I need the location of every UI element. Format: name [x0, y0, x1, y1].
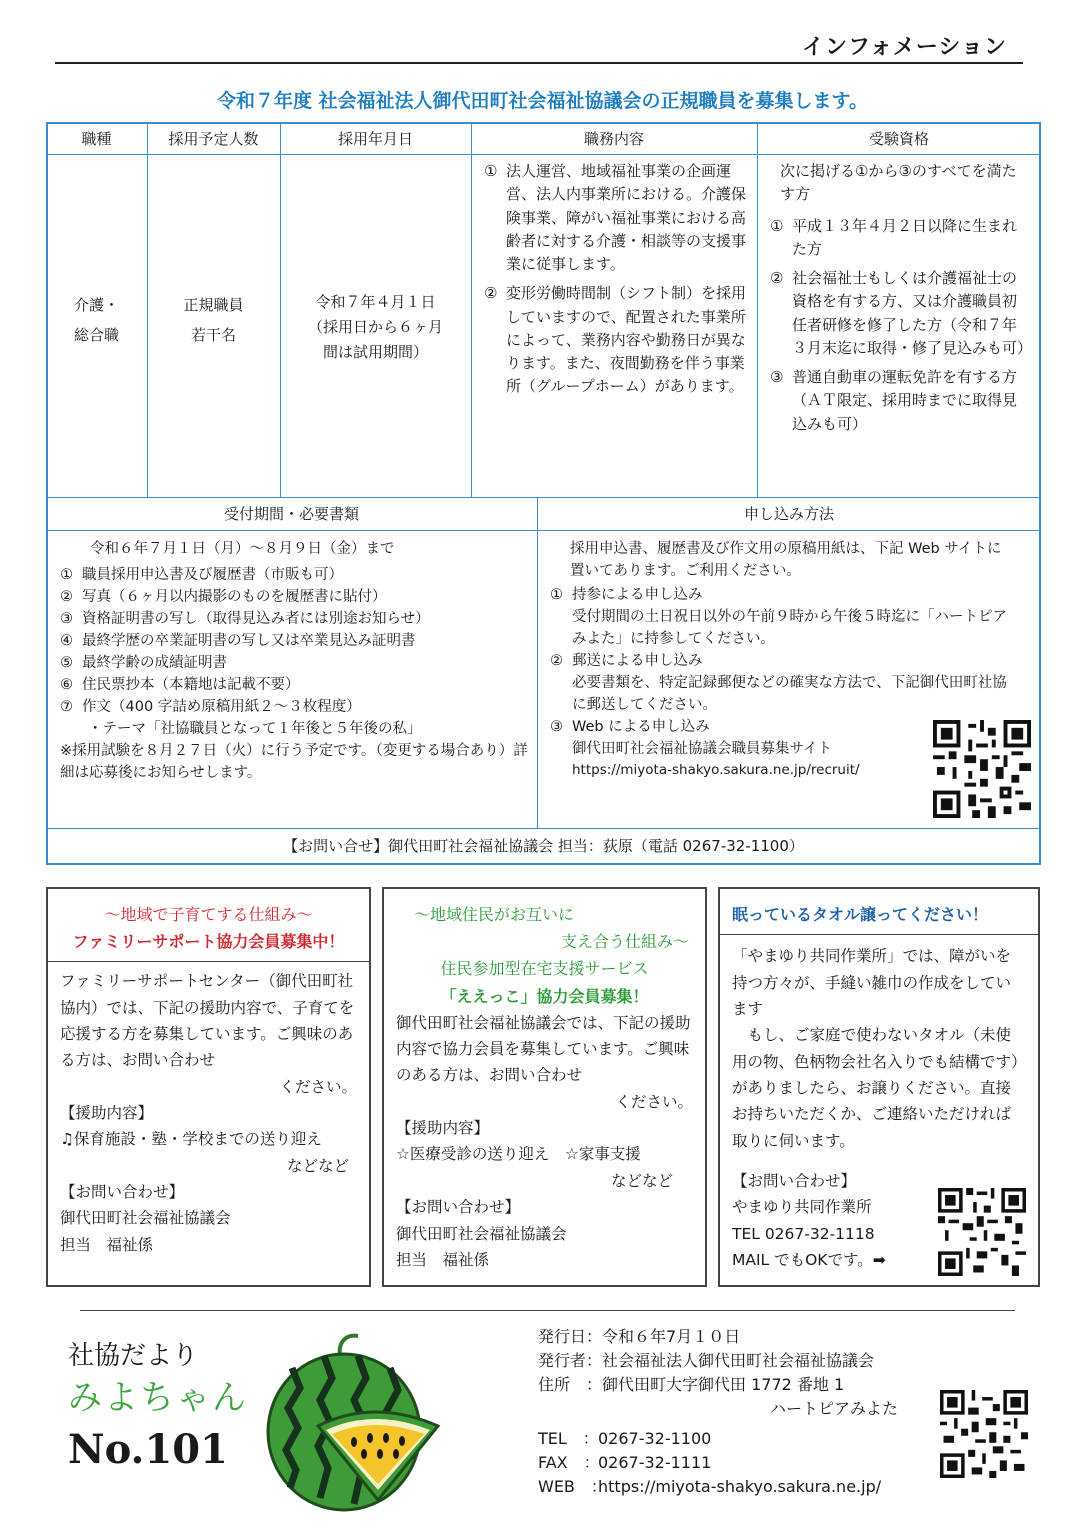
web-label: WEB ：: [538, 1477, 607, 1496]
tel-label: TEL ：: [538, 1429, 599, 1448]
hire-date-line: 間は試用期間）: [322, 342, 428, 361]
table-rule: [46, 154, 1041, 155]
fax-number: 0267-32-1111: [598, 1453, 712, 1472]
eekko-aid-label: 【援助内容】: [396, 1119, 490, 1138]
towel-body-1: 「やまゆり共同作業所」では、障がいを持つ方々が、手縫い雑巾の作成をしています: [732, 947, 1012, 1018]
eekko-body: 御代田町社会福祉協議会では、下記の援助内容で協力会員を募集しています。ご興味のある方は、お問い合わせ: [396, 1013, 691, 1085]
address: 御代田町大字御代田 1772 番地 1: [602, 1375, 845, 1394]
qualification-text: 普通自動車の運転免許を有する方（ＡＴ限定、採用時までに取得見込みも可）: [792, 368, 1018, 433]
qualification-item: [770, 215, 1028, 262]
publication-info: [538, 1325, 898, 1499]
documents-cell: [60, 538, 528, 784]
duty-number: ①: [484, 162, 498, 180]
address-label: 住所 ：: [538, 1375, 603, 1394]
eekko-contact-org: 御代田町社会福祉協議会: [396, 1224, 567, 1243]
document-item: [60, 586, 528, 608]
document-item: [60, 652, 528, 674]
headcount-cell: [147, 290, 280, 350]
document-item: [60, 608, 528, 630]
method-header: 申し込み方法: [743, 505, 834, 523]
header-hire-date: 採用年月日: [337, 130, 413, 148]
header-headcount: 採用予定人数: [168, 130, 259, 148]
method-title: 郵送による申し込み: [572, 653, 703, 670]
method-number: ①: [550, 587, 563, 604]
qualification-text: 平成１３年４月２日以降に生まれた方: [792, 216, 1018, 258]
document-item: [60, 564, 528, 586]
eekko-title-2: 「ええっこ」協力会員募集！: [440, 986, 649, 1006]
duty-text: 変形労働時間制（シフト制）を採用していますので、配置された事業所によって、業務内容や勤務日が異なります。また、夜間勤務を伴う事業所（グループホーム）があります。: [506, 284, 747, 396]
document-number: ⑦: [60, 699, 73, 716]
duty-item: [484, 282, 746, 398]
duty-number: ②: [484, 284, 498, 303]
towel-contact-label: 【お問い合わせ】: [732, 1171, 857, 1190]
essay-theme: ・テーマ「社協職員となって１年後と５年後の私」: [88, 721, 422, 738]
job-type-line: 総合職: [73, 326, 119, 344]
family-contact-org: 御代田町社会福祉協議会: [60, 1209, 231, 1228]
document-number: ⑥: [60, 677, 73, 694]
period-header: 受付期間・必要書類: [223, 505, 359, 523]
qr-code-icon: [940, 1390, 1028, 1478]
document-number: ⑤: [60, 655, 73, 672]
fax-label: FAX ：: [538, 1453, 600, 1472]
application-methods-cell: [550, 538, 1007, 781]
family-title: ファミリーサポート協力会員募集中！: [72, 932, 345, 952]
duty-item: [484, 160, 746, 276]
method-text: 必要書類を、特定記録郵便などの確実な方法で、下記御代田町社協に郵送してください。: [572, 675, 1007, 714]
job-type-cell: [46, 290, 147, 350]
document-item: [60, 630, 528, 652]
qualification-text: 社会福祉士もしくは介護福祉士の資格を有する方、又は介護職員初任者研修を修了した方（令和７年３月末迄に取得・修了見込みも可）: [792, 269, 1033, 357]
qr-code-icon: [938, 1188, 1026, 1276]
header-divider: [55, 62, 1023, 64]
qualification-number: ③: [770, 368, 784, 386]
document-number: ②: [60, 589, 73, 606]
newsletter-title: みよちゃん: [68, 1378, 248, 1418]
family-aid-label: 【援助内容】: [60, 1104, 154, 1123]
family-body: ファミリーサポートセンター（御代田町社協内）では、下記の援助内容で、子育てを応援する方を募集しています。ご興味のある方は、お問い合わせ: [60, 972, 355, 1070]
document-text: 最終学齢の成績証明書: [82, 655, 227, 672]
document-text: 資格証明書の写し（取得見込み者には別途お知らせ）: [82, 611, 430, 628]
document-text: 作文（400 字詰め原稿用紙２～３枚程度）: [82, 699, 361, 716]
building-name: ハートピアみよた: [770, 1399, 899, 1418]
eekko-subtitle-2: 支え合う仕組み～: [560, 932, 689, 952]
hire-date-cell: [280, 290, 471, 364]
family-contact-label: 【お問い合わせ】: [60, 1183, 185, 1202]
qualification-number: ②: [770, 269, 784, 287]
towel-body-2: もし、ご家庭で使わないタオル（未使用の物、色柄物会社名入りでも結構です）がありましたら、お譲りください。直接お持ちいただくか、ご連絡いただければ取りに伺います。: [732, 1026, 1019, 1150]
family-body-end: ください。: [279, 1077, 357, 1096]
publisher: 社会福祉法人御代田町社会福祉協議会: [602, 1351, 875, 1370]
website-link[interactable]: https://miyota-shakyo.sakura.ne.jp/: [598, 1477, 882, 1496]
document-text: 職員採用申込書及び履歴書（市販も可）: [82, 567, 343, 584]
eekko-contact-label: 【お問い合わせ】: [396, 1198, 521, 1217]
tel-number: 0267-32-1100: [598, 1429, 712, 1448]
document-item: [60, 674, 528, 696]
family-contact-staff: 担当 福祉係: [60, 1235, 154, 1254]
newsletter-name: 社協だより: [68, 1341, 199, 1371]
method-title: Web による申し込み: [572, 719, 710, 736]
towel-contact-org: やまゆり共同作業所: [732, 1198, 872, 1217]
document-text: 最終学歴の卒業証明書の写し又は卒業見込み証明書: [82, 633, 416, 650]
publisher-label: 発行者：: [538, 1351, 603, 1370]
qualification-item: [770, 366, 1028, 436]
towel-mail: MAIL でもOKです。➡: [732, 1250, 886, 1269]
eekko-aid-end: などなど: [610, 1171, 673, 1190]
duties-cell: [484, 160, 746, 405]
header-job-type: 職種: [81, 130, 112, 148]
application-period: 令和６年７月１日（月）～８月９日（金）まで: [90, 541, 395, 557]
family-aid: ♫保育施設・塾・学校までの送り迎え: [60, 1130, 322, 1149]
method-item: [550, 650, 1007, 716]
qualification-intro: 次に掲げる①から③のすべてを満たす方: [780, 162, 1017, 204]
headcount-line: 若干名: [190, 326, 236, 344]
footer-divider: [80, 1310, 1015, 1311]
header-qualifications: 受験資格: [868, 130, 929, 148]
recruitment-headline: 令和７年度 社会福祉法人御代田町社会福祉協議会の正規職員を募集します。: [216, 90, 869, 112]
document-number: ④: [60, 633, 73, 650]
method-item: [550, 584, 1007, 650]
table-rule: [471, 122, 472, 497]
table-rule: [537, 497, 538, 828]
family-subtitle: ～地域で子育てする仕組み～: [104, 905, 313, 924]
eekko-subtitle-1: ～地域住民がお互いに: [414, 905, 575, 924]
table-rule: [46, 497, 1041, 498]
hire-date-line: （採用日から６ヶ月: [307, 317, 443, 336]
qualification-number: ①: [770, 216, 784, 235]
method-intro: 採用申込書、履歴書及び作文用の原稿用紙は、下記 Web サイトに置いてあります。ご利用ください。: [570, 541, 1002, 580]
eekko-title-1: 住民参加型在宅支援サービス: [440, 959, 649, 979]
eekko-box: [382, 887, 707, 1287]
document-number: ①: [60, 567, 73, 584]
qr-code-icon: [933, 720, 1031, 818]
table-rule: [46, 530, 1041, 531]
document-text: 住民票抄本（本籍地は記載不要）: [82, 677, 300, 694]
eekko-aid: ☆医療受診の送り迎え ☆家事支援: [396, 1145, 641, 1164]
qualifications-cell: [770, 160, 1033, 442]
recruitment-contact: 【お問い合せ】御代田町社会福祉協議会 担当：荻原（電話 0267-32-1100）: [283, 837, 804, 855]
table-rule: [757, 122, 758, 497]
eekko-body-end: ください。: [615, 1092, 693, 1111]
header-duties: 職務内容: [583, 130, 644, 148]
issue-date-label: 発行日：: [538, 1327, 603, 1346]
document-number: ③: [60, 611, 73, 628]
towel-title: 眠っているタオル譲ってください！: [732, 905, 989, 924]
recruit-url-link[interactable]: https://miyota-shakyo.sakura.ne.jp/recruit/: [572, 762, 860, 779]
method-text: 受付期間の土日祝日以外の午前９時から午後５時迄に「ハートピアみよた」に持参してください。: [572, 609, 1007, 648]
issue-number: No.101: [68, 1426, 228, 1473]
job-type-line: 介護・: [73, 296, 119, 314]
family-aid-end: などなど: [286, 1156, 349, 1175]
method-item: [550, 716, 925, 781]
watermelon-illustration: [262, 1328, 442, 1522]
document-item: [60, 696, 528, 718]
hire-date-line: 令和７年４月１日: [315, 293, 436, 311]
towel-tel: TEL 0267-32-1118: [732, 1224, 875, 1243]
method-text: 御代田町社会福祉協議会職員募集サイト: [572, 741, 832, 758]
headcount-line: 正規職員: [183, 296, 244, 314]
exam-note: ※採用試験を８月２７日（火）に行う予定です。（変更する場合あり）詳細は応募後にお知らせします。: [60, 743, 528, 782]
duty-text: 法人運営、地域福祉事業の企画運営、法人内事業所における。介護保険事業、障がい福祉事業における高齢者に対する介護・相談等の支援事業に従事します。: [506, 162, 747, 273]
method-number: ③: [550, 719, 563, 736]
qualification-item: [770, 267, 1033, 360]
document-text: 写真（６ヶ月以内撮影のものを履歴書に貼付）: [82, 589, 387, 606]
eekko-contact-staff: 担当 福祉係: [396, 1250, 490, 1269]
family-support-box: [46, 887, 371, 1287]
section-title: インフォメーション: [801, 35, 1007, 60]
method-title: 持参による申し込み: [572, 587, 703, 604]
issue-date: 令和６年7月１０日: [602, 1327, 741, 1346]
method-number: ②: [550, 653, 563, 670]
table-rule: [46, 828, 1041, 829]
